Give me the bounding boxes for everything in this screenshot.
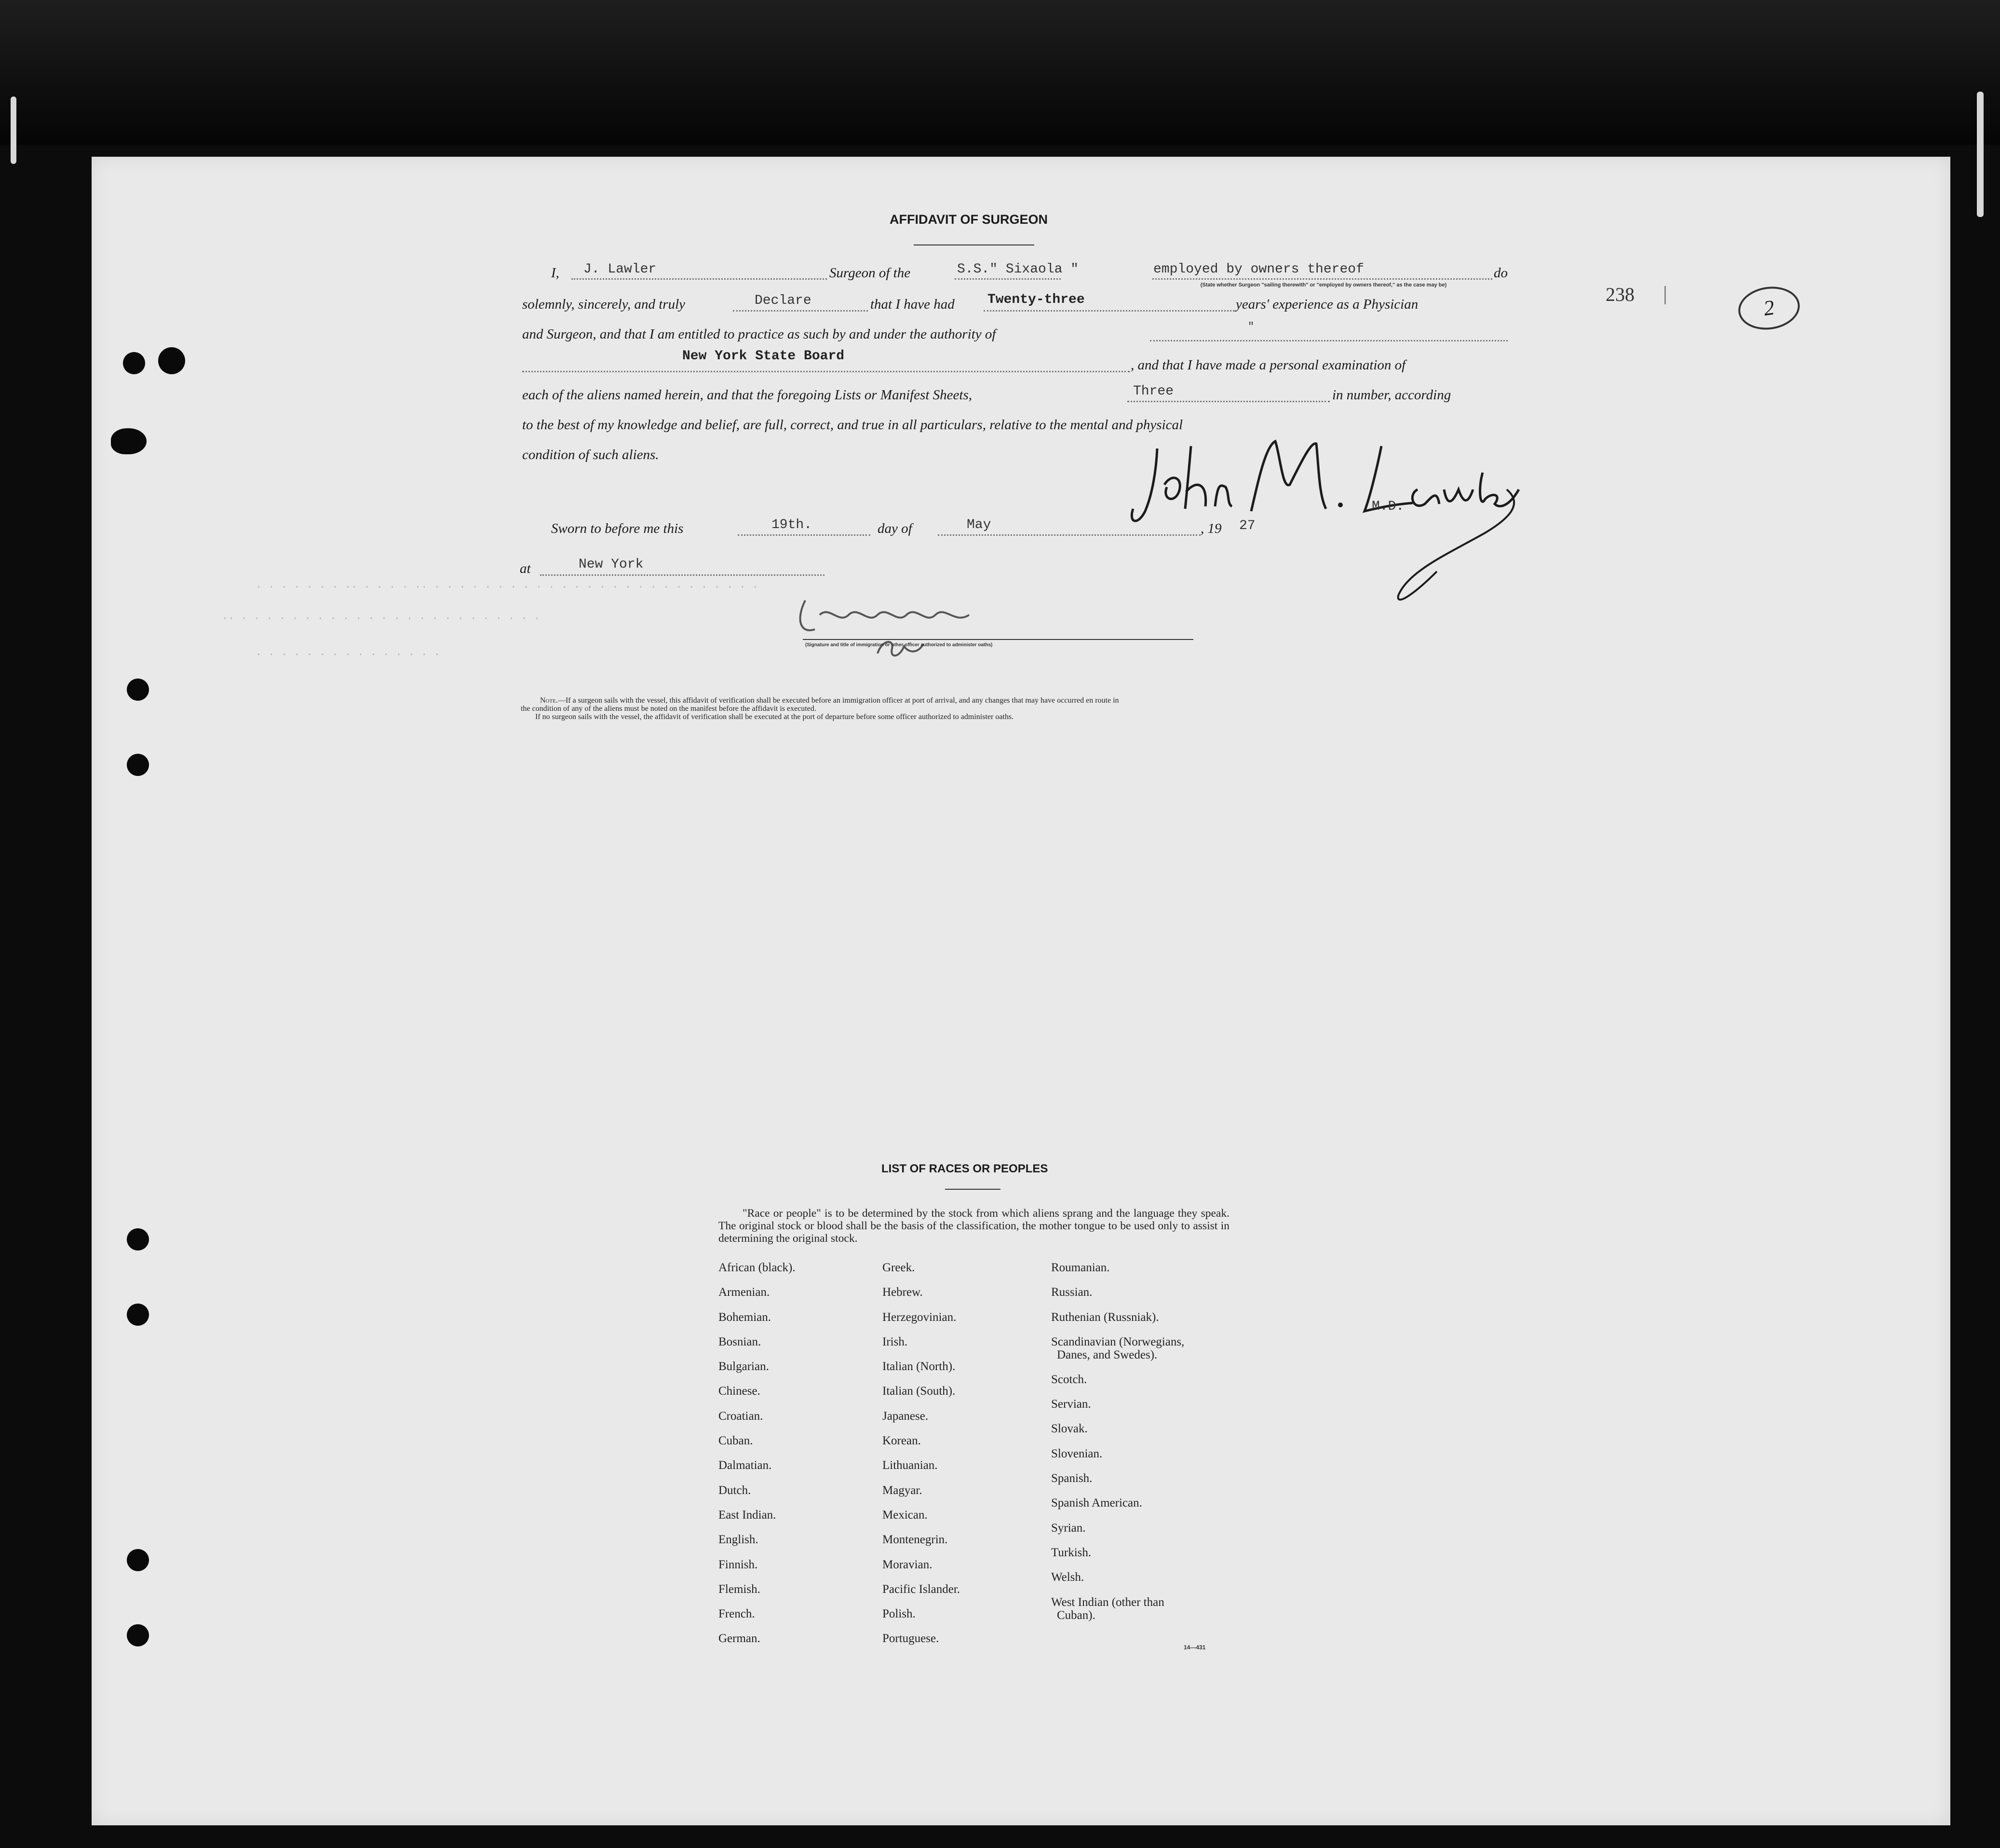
race-item: Pacific Islander. (882, 1582, 960, 1596)
binder-hole (123, 352, 145, 374)
md-suffix: M.D. (1372, 499, 1405, 514)
race-item: German. (718, 1632, 760, 1645)
bleed-through-row: · · · · · · · ·· · · · · ·· · · · · · · · · · · · · · · · · · · · · · · · · · · (256, 581, 758, 593)
surgeon-name: J. Lawler (583, 262, 657, 277)
race-item: Finnish. (718, 1558, 758, 1571)
race-item: Welsh. (1051, 1571, 1084, 1584)
binder-hole (111, 428, 147, 454)
note-line-2: the condition of any of the aliens must be noted on the manifest before the affidavit is executed. (521, 705, 816, 713)
race-item: Magyar. (882, 1483, 922, 1497)
at-prefix: at (520, 561, 531, 576)
blank-line (984, 310, 1234, 312)
film-edge-mark-right (1977, 92, 1984, 217)
circled-number-text: 2 (1762, 295, 1776, 321)
years-experience: Twenty-three (987, 292, 1085, 307)
race-item: Montenegrin. (882, 1533, 948, 1547)
race-item: Scandinavian (Norwegians, (1051, 1335, 1185, 1348)
sworn-year: 27 (1239, 518, 1256, 533)
line5-suffix: in number, according (1332, 387, 1451, 403)
vessel-name: S.S." Sixaola " (957, 262, 1079, 277)
race-item: Armenian. (718, 1286, 770, 1299)
blank-line (1150, 340, 1508, 341)
race-item: Servian. (1051, 1398, 1091, 1411)
races-title-underline (945, 1189, 1000, 1190)
blank-line (938, 534, 1201, 536)
races-intro: "Race or people" is to be determined by the stock from which aliens sprang and the language they speak. The original stock or blood shall be the basis of the classification, the mother tongue to be used only to assist in determining the original stock. (718, 1207, 1230, 1245)
at-place: New York (579, 557, 644, 572)
note-text-1: —If a surgeon sails with the vessel, this affidavit of verification shall be executed before an immigration officer at port of arrival, and any changes that may have occurred en route in (557, 696, 1119, 705)
races-column-3 (1051, 1261, 1184, 1633)
line3-text: and Surgeon, and that I am entitled to practice as such by and under the authority of (522, 326, 996, 342)
race-item: Spanish. (1051, 1472, 1093, 1485)
line2-mid: that I have had (870, 297, 955, 312)
race-item: Russian. (1051, 1286, 1093, 1299)
declare-verb: Declare (755, 293, 811, 308)
race-item: Slovenian. (1051, 1447, 1103, 1460)
race-item: Hebrew. (882, 1286, 923, 1299)
race-item: Italian (South). (882, 1385, 956, 1398)
race-item: French. (718, 1607, 755, 1621)
race-item: Syrian. (1051, 1521, 1086, 1535)
race-item: Bohemian. (718, 1310, 771, 1324)
surgeon-signature (1099, 427, 1524, 620)
race-item: Croatian. (718, 1409, 763, 1423)
line7: condition of such aliens. (522, 447, 659, 462)
blank-line (955, 278, 1061, 280)
handwritten-page-number: 238 (1606, 284, 1635, 305)
line5-prefix: each of the aliens named herein, and that the foregoing Lists or Manifest Sheets, (522, 387, 972, 403)
sworn-prefix: Sworn to before me this (551, 521, 684, 536)
authority-name: New York State Board (682, 349, 845, 364)
bleed-through-row: ·· · · · · · · · · · · · · · · · · · · · · · · · · (222, 612, 541, 625)
sworn-day-of: day of (878, 521, 912, 536)
binder-hole (127, 679, 149, 701)
blank-line (571, 278, 827, 280)
line1-surgeon-of: Surgeon of the (829, 265, 911, 281)
race-item: Polish. (882, 1607, 916, 1621)
race-item: Cuban. (718, 1434, 753, 1448)
binder-hole (127, 754, 149, 776)
officer-signature-line (803, 639, 1193, 640)
sheet-count: Three (1133, 384, 1174, 399)
race-item: Dalmatian. (718, 1459, 772, 1472)
race-item: Korean. (882, 1434, 921, 1448)
line6: to the best of my knowledge and belief, are full, correct, and true in all particulars, relative to the mental and physical (522, 417, 1183, 433)
race-item: Bulgarian. (718, 1360, 769, 1373)
blank-line (540, 574, 824, 576)
race-item: Chinese. (718, 1385, 760, 1398)
race-item: Bosnian. (718, 1335, 761, 1348)
race-item: Japanese. (882, 1409, 929, 1423)
note-label: Note. (540, 696, 558, 705)
race-item: East Indian. (718, 1508, 776, 1522)
blank-line (522, 371, 1130, 372)
race-item: Ruthenian (Russniak). (1051, 1310, 1159, 1324)
binder-hole (127, 1228, 149, 1250)
bleed-through-row: · · · · · · · · · · · · · · · (256, 649, 440, 661)
binder-hole (127, 1624, 149, 1646)
races-title: LIST OF RACES OR PEOPLES (881, 1162, 1048, 1175)
employment-note: (State whether Surgeon "sailing therewith" or "employed by owners thereof," as the case may be) (1200, 282, 1447, 288)
races-column-1 (718, 1261, 796, 1657)
race-item: Spanish American. (1051, 1496, 1142, 1510)
officer-caption: (Signature and title of immigration or other officer authorized to administer oaths) (805, 642, 993, 648)
races-column-2 (882, 1261, 960, 1657)
blank-line (738, 534, 870, 536)
race-item: Italian (North). (882, 1360, 956, 1373)
sworn-year-prefix: , 19 (1201, 521, 1222, 536)
margin-tick (1664, 286, 1666, 304)
blank-line (1152, 278, 1492, 280)
race-item: Cuban). (1057, 1608, 1095, 1622)
race-item: Danes, and Swedes). (1057, 1348, 1158, 1361)
race-item: African (black). (718, 1261, 796, 1274)
race-item: English. (718, 1533, 758, 1547)
race-item: Lithuanian. (882, 1459, 938, 1472)
race-item: Slovak. (1051, 1422, 1088, 1436)
blank-line (733, 310, 868, 312)
circled-sheet-number (1735, 283, 1802, 334)
race-item: West Indian (other than (1051, 1595, 1164, 1609)
binder-hole (158, 347, 185, 374)
line2-prefix: solemnly, sincerely, and truly (522, 297, 686, 312)
line4-suffix: , and that I have made a personal examination of (1131, 357, 1406, 373)
race-item: Moravian. (882, 1558, 932, 1571)
race-item: Roumanian. (1051, 1261, 1110, 1274)
binder-hole (127, 1549, 149, 1571)
line1-prefix: I, (551, 265, 559, 281)
sworn-month: May (967, 517, 991, 532)
document-page (92, 157, 1950, 1825)
scanner-background (0, 0, 2000, 145)
line1-suffix: do (1494, 265, 1508, 281)
film-edge-mark-left (11, 96, 16, 164)
race-item: Scotch. (1051, 1372, 1087, 1386)
form-number: 14—431 (1184, 1644, 1206, 1651)
race-item: Greek. (882, 1261, 915, 1274)
binder-hole (127, 1304, 149, 1326)
blank-line (1127, 401, 1330, 402)
race-item: Herzegovinian. (882, 1310, 957, 1324)
sworn-day: 19th. (771, 517, 812, 532)
affidavit-title: AFFIDAVIT OF SURGEON (890, 212, 1048, 227)
line2-suffix: years' experience as a Physician (1236, 297, 1419, 312)
note-line-1 (540, 696, 1119, 705)
race-item: Dutch. (718, 1483, 751, 1497)
note-line-3: If no surgeon sails with the vessel, the affidavit of verification shall be executed at the port of departure before some officer authorized to administer oaths. (535, 713, 1014, 721)
race-item: Mexican. (882, 1508, 928, 1522)
race-item: Flemish. (718, 1582, 760, 1596)
employment-status: employed by owners thereof (1153, 262, 1364, 277)
race-item: Turkish. (1051, 1546, 1092, 1559)
race-item: Portuguese. (882, 1632, 939, 1645)
race-item: Irish. (882, 1335, 908, 1348)
authority-ditto: " (1248, 321, 1255, 333)
